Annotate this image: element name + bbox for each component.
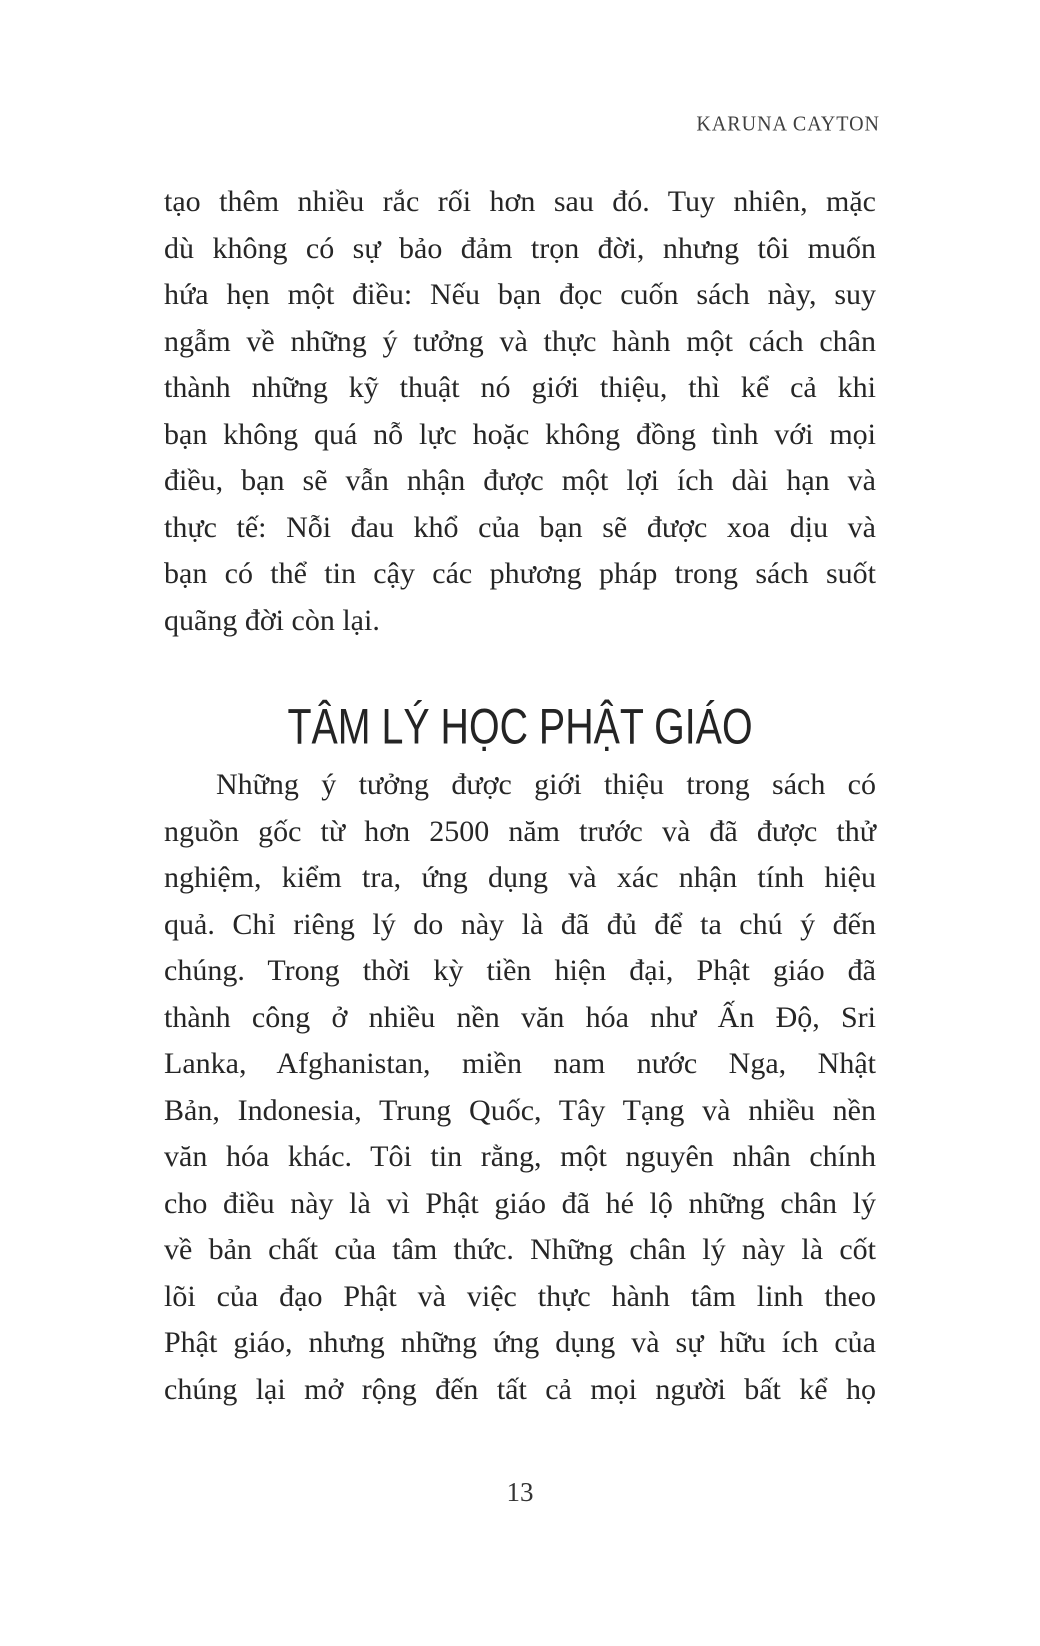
text-line: quãng đời còn lại.	[164, 603, 380, 637]
text-line: nghiệm, kiểm tra, ứng dụng và xác nhận tính hiệu	[164, 861, 876, 894]
text-line: chúng. Trong thời kỳ tiền hiện đại, Phật giáo đã	[164, 954, 876, 987]
text-line: tạo thêm nhiều rắc rối hơn sau đó. Tuy nhiên, mặc	[164, 185, 876, 218]
paragraph-buddhist-psychology	[164, 762, 876, 1413]
section-heading: TÂM LÝ HỌC PHẬT GIÁO	[287, 699, 753, 756]
text-line: ngẫm về những ý tưởng và thực hành một cách chân	[164, 324, 876, 358]
text-line: Những ý tưởng được giới thiệu trong sách có	[216, 768, 876, 801]
text-line: quả. Chỉ riêng lý do này là đã đủ để ta chú ý đến	[164, 907, 876, 941]
text-line: Bản, Indonesia, Trung Quốc, Tây Tạng và nhiều nền	[164, 1093, 876, 1127]
text-line: hứa hẹn một điều: Nếu bạn đọc cuốn sách này, suy	[164, 278, 876, 311]
text-line: nguồn gốc từ hơn 2500 năm trước và đã được thử	[164, 814, 876, 848]
running-header-author: KARUNA CAYTON	[696, 112, 880, 136]
paragraph-continuation	[164, 179, 876, 644]
text-line: về bản chất của tâm thức. Những chân lý này là cốt	[164, 1233, 876, 1266]
text-line: văn hóa khác. Tôi tin rằng, một nguyên nhân chính	[164, 1140, 876, 1173]
text-line: bạn có thể tin cậy các phương pháp trong sách suốt	[164, 557, 876, 590]
text-line: chúng lại mở rộng đến tất cả mọi người bất kể họ	[164, 1372, 876, 1406]
page-number: 13	[506, 1477, 534, 1507]
text-line: dù không có sự bảo đảm trọn đời, nhưng tôi muốn	[164, 231, 876, 265]
text-line: thành công ở nhiều nền văn hóa như Ấn Độ, Sri	[164, 1000, 876, 1034]
text-line: bạn không quá nỗ lực hoặc không đồng tình với mọi	[164, 417, 876, 451]
text-line: lõi của đạo Phật và việc thực hành tâm linh theo	[164, 1279, 876, 1313]
text-line: Lanka, Afghanistan, miền nam nước Nga, Nhật	[164, 1047, 876, 1080]
text-line: cho điều này là vì Phật giáo đã hé lộ những chân lý	[164, 1186, 876, 1220]
text-line: điều, bạn sẽ vẫn nhận được một lợi ích dài hạn và	[164, 464, 876, 497]
text-line: thành những kỹ thuật nó giới thiệu, thì kể cả khi	[164, 371, 876, 404]
text-line: Phật giáo, nhưng những ứng dụng và sự hữu ích của	[164, 1326, 876, 1359]
text-line: thực tế: Nỗi đau khổ của bạn sẽ được xoa dịu và	[164, 510, 876, 544]
